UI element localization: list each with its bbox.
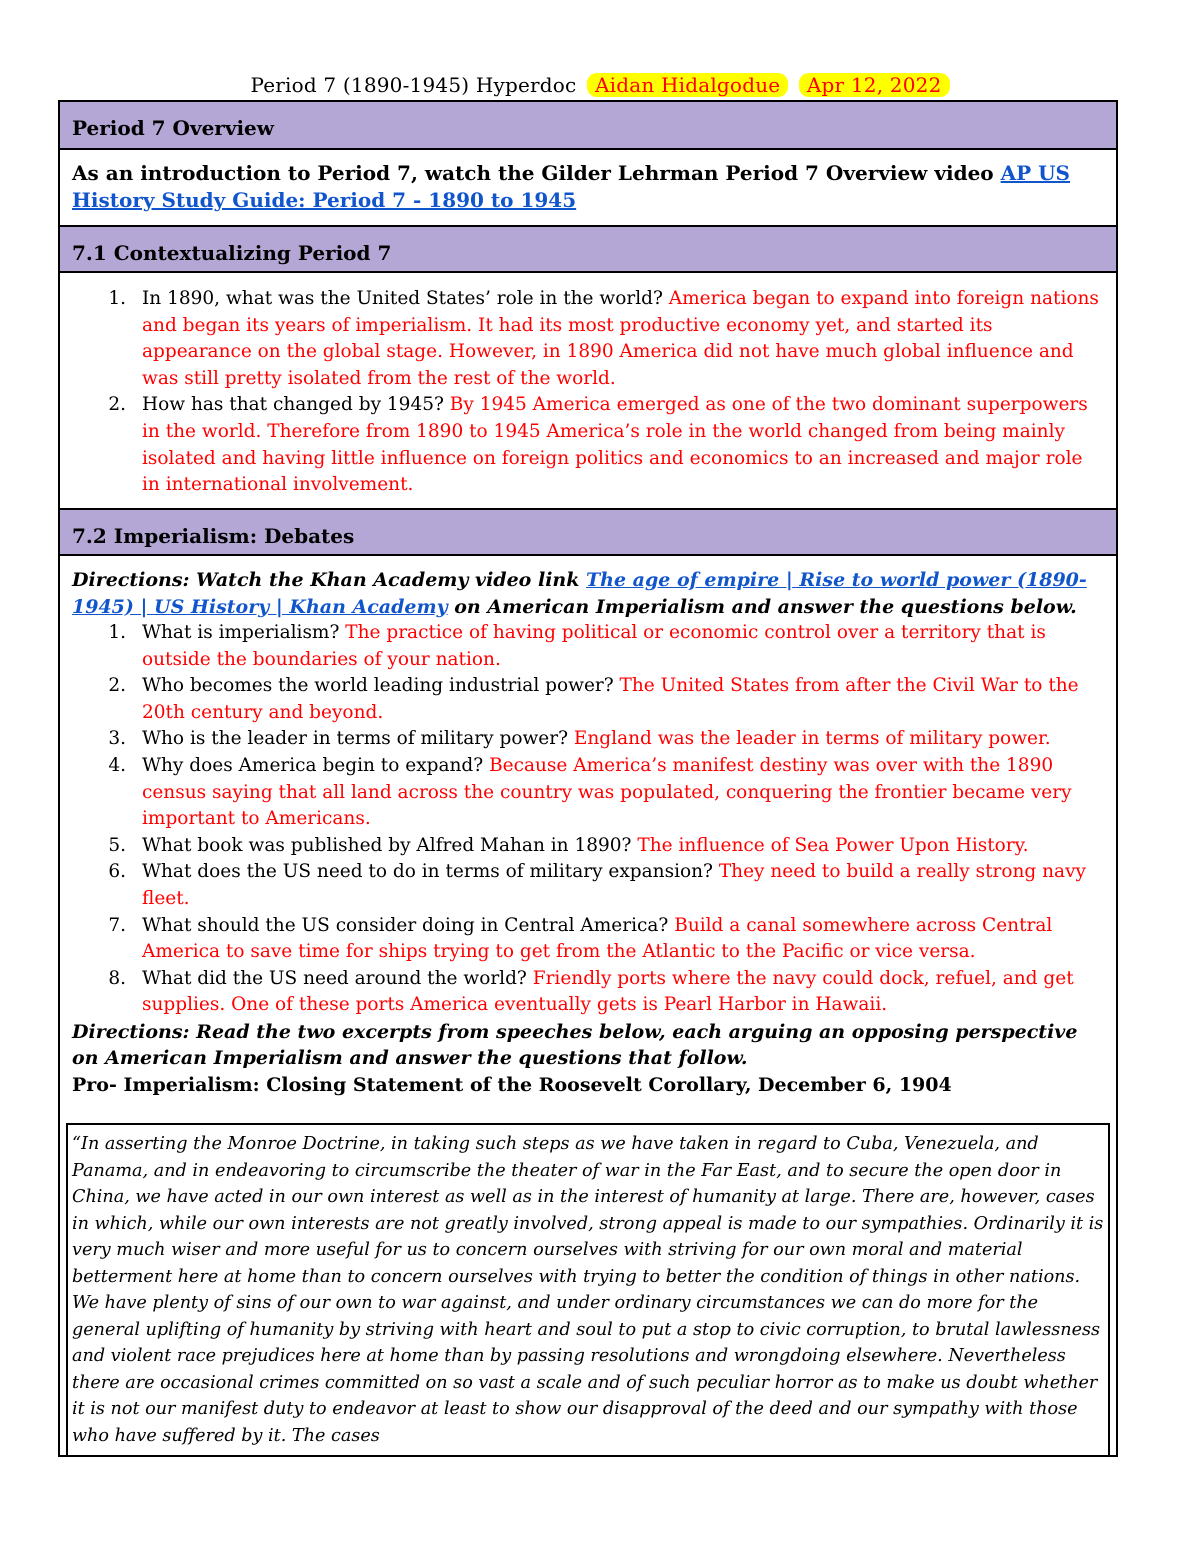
question-item: [60, 392, 1116, 498]
question-item: [60, 833, 1116, 860]
document-title: Period 7 (1890-1945) Hyperdoc: [250, 73, 577, 97]
question-number: 8.: [108, 967, 126, 989]
question-number: 1.: [108, 288, 126, 309]
section-72-heading: 7.2 Imperialism: Debates: [72, 524, 355, 548]
answer-text: The practice of having political or economic control over a territory that is outside the boundaries of your nation.: [142, 622, 1046, 670]
answer-text: Build a canal somewhere across Central America to save time for ships trying to get from the Atlantic to the Pacific or vice versa.: [142, 914, 1053, 963]
section-71-header: [60, 225, 1116, 273]
question-text: What does the US need to do in terms of military expansion?: [142, 861, 719, 883]
overview-intro: [60, 150, 1116, 226]
answer-text: The United States from after the Civil War to the 20th century and beyond.: [142, 675, 1079, 723]
question-item: [60, 859, 1116, 912]
question-item: [60, 620, 1116, 673]
video-directions-suffix: on American Imperialism and answer the questions below.: [447, 595, 1077, 618]
gilder-lehrman-video-link[interactable]: AP US History Study Guide: Period 7 - 1890 to 1945: [72, 161, 1070, 212]
question-number: 6.: [108, 861, 126, 883]
question-text: What is imperialism?: [142, 622, 346, 643]
section-72-header: [60, 508, 1116, 556]
question-number: 3.: [108, 728, 126, 750]
question-text: Who becomes the world leading industrial power?: [142, 675, 620, 697]
excerpt-directions: Directions: Read the two excerpts from speeches below, each arguing an opposing perspective on American Imperialism and answer the questions that follow.: [72, 1020, 1078, 1070]
section-72-body: [60, 567, 1116, 1098]
student-name: Aidan Hidalgo: [594, 73, 743, 97]
section-71-heading: 7.1 Contextualizing Period 7: [72, 241, 392, 265]
question-number: 2.: [108, 675, 126, 697]
question-item: [60, 726, 1116, 753]
question-text: Who is the leader in terms of military power?: [142, 728, 574, 750]
question-text: How has that changed by 1945?: [142, 394, 450, 416]
question-item: [60, 753, 1116, 833]
answer-text: By 1945 America emerged as one of the two dominant superpowers in the world. Therefore from 1890 to 1945 America’s role in the world changed from being mainly isolated and having little influence on foreign politics and economics to an increased and major role in international involvement.: [142, 394, 1088, 496]
question-text: What should the US consider doing in Central America?: [142, 914, 675, 936]
question-text: Why does America begin to expand?: [142, 754, 490, 776]
due-date-highlight: Apr 12, 2022: [799, 73, 950, 97]
video-directions-prefix: Directions: Watch the Khan Academy video link: [72, 569, 587, 591]
overview-heading: Period 7 Overview: [72, 116, 274, 140]
due-label: due: [742, 73, 781, 97]
question-number: 1.: [108, 622, 126, 643]
question-number: 2.: [108, 394, 126, 416]
document-title-line: [0, 73, 1200, 97]
question-item: [60, 913, 1116, 966]
khan-academy-video-link[interactable]: The age of empire | Rise to world power (1890-1945) | US History | Khan Academy: [72, 569, 1087, 618]
answer-text: America began to expand into foreign nations and began its years of imperialism. It had its most productive economy yet, and started its appearance on the global stage. However, in 1890 America did not have much global influence and was still pretty isolated from the rest of the world.: [142, 288, 1099, 389]
pro-imperialism-heading: Pro- Imperialism: Closing Statement of the Roosevelt Corollary, December 6, 1904: [72, 1073, 952, 1096]
section-71-questions: [60, 286, 1116, 499]
overview-header: [60, 102, 1116, 150]
question-text: What did the US need around the world?: [142, 967, 533, 989]
answer-text: England was the leader in terms of military power.: [573, 728, 1051, 750]
question-text: In 1890, what was the United States’ role in the world?: [142, 288, 669, 309]
question-item: [60, 286, 1116, 392]
answer-text: Friendly ports where the navy could dock, refuel, and get supplies. One of these ports America eventually gets is Pearl Harbor in Hawaii.: [142, 967, 1074, 1016]
question-item: [60, 966, 1116, 1019]
answer-text: They need to build a really strong navy fleet.: [142, 861, 1086, 909]
student-name-highlight: [587, 73, 788, 97]
section-72-list: [60, 620, 1116, 1019]
answer-text: The influence of Sea Power Upon History.: [637, 834, 1029, 856]
overview-intro-text: As an introduction to Period 7, watch the Gilder Lehrman Period 7 Overview video: [72, 161, 1001, 185]
roosevelt-corollary-quote: “In asserting the Monroe Doctrine, in taking such steps as we have taken in regard to Cuba, Venezuela, and Panama, and in endeavoring to circumscribe the theater of war in the Far East, and to secure the open door in China, we have acted in our own interest as well as in the interest of humanity at large. There are, however, cases in which, while our own interests are not greatly involved, strong appeal is made to our sympathies. Ordinarily it is very much wiser and more useful for us to concern ourselves with striving for our own moral and material betterment here at home than to concern ourselves with trying to better the condition of things in other nations. We have plenty of sins of our own to war against, and under ordinary circumstances we can do more for the general uplifting of humanity by striving with heart and soul to put a stop to civic corruption, to brutal lawlessness and violent race prejudices here at home than by passing resolutions and wrongdoing elsewhere. Nevertheless there are occasional crimes committed on so vast a scale and of such peculiar horror as to make us doubt whether it is not our manifest duty to endeavor at least to show our disapproval of the deed and our sympathy with those who have suffered by it. The cases: [66, 1123, 1110, 1457]
question-number: 7.: [108, 914, 126, 936]
hyperdoc-table: [58, 100, 1118, 1457]
question-number: 5.: [108, 834, 126, 856]
video-directions: [60, 567, 1116, 620]
section-71-list: [60, 286, 1116, 499]
question-number: 4.: [108, 754, 126, 776]
answer-text: Because America’s manifest destiny was over with the 1890 census saying that all land across the country was populated, conquering the frontier became very important to Americans.: [142, 754, 1072, 830]
question-text: What book was published by Alfred Mahan in 1890?: [142, 834, 638, 856]
question-item: [60, 673, 1116, 726]
